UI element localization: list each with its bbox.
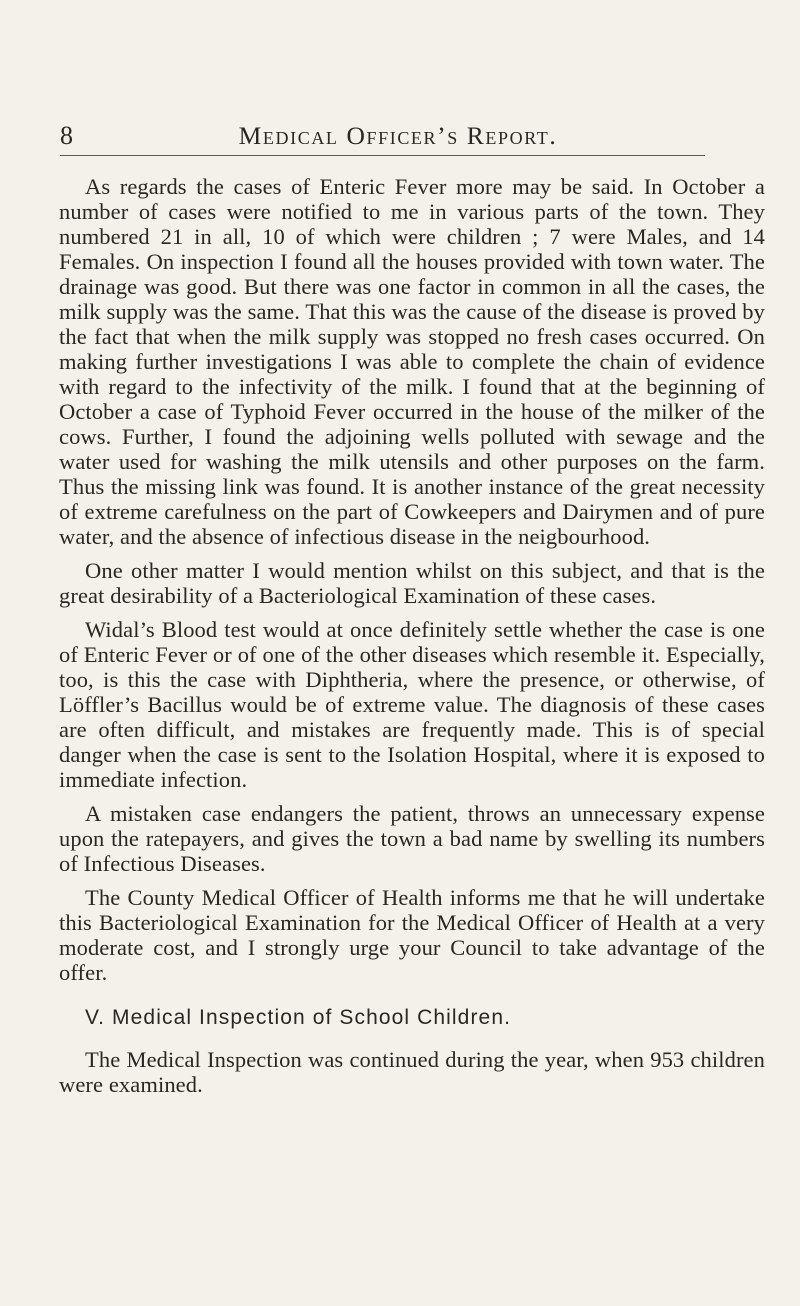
page-header xyxy=(60,116,706,156)
body-text xyxy=(59,174,765,1097)
paragraph-enteric-fever: As regards the cases of Enteric Fever more may be said. In October a number of cases were notified to me in various parts of the town. They numbered 21 in all, 10 of which were children ; 7 were Males, and 14 Females. On inspection I found all the houses provided with town water. The drainage was good. But there was one factor in common in all the cases, the milk supply was the same. That this was the cause of the disease is proved by the fact that when the milk supply was stopped no fresh cases occurred. On making further investigations I was able to complete the chain of evidence with regard to the infectivity of the milk. I found that at the beginning of October a case of Typhoid Fever occurred in the house of the milker of the cows. Further, I found the adjoining wells polluted with sewage and the water used for washing the milk utensils and other purposes on the farm. Thus the missing link was found. It is another instance of the great necessity of extreme carefulness on the part of Cowkeepers and Dairymen and of pure water, and the absence of infectious disease in the neigbourhood. xyxy=(59,174,765,549)
running-title: Medical Officer’s Report. xyxy=(238,121,558,150)
header-rule xyxy=(60,155,705,156)
section-heading: V. Medical Inspection of School Children. xyxy=(85,1006,512,1029)
paragraph-bacteriological-examination: One other matter I would mention whilst on this subject, and that is the great desirability of a Bacteriological Examination of these cases. xyxy=(59,558,765,608)
paragraph-widal-blood-test: Widal’s Blood test would at once definitely settle whether the case is one of Enteric Fever or of one of the other diseases which resemble it. Especially, too, is this the case with Diphtheria, where the presence, or otherwise, of Löffler’s Bacillus would be of extreme value. The diagnosis of these cases are often difficult, and mistakes are frequently made. This is of special danger when the case is sent to the Isolation Hospital, where it is exposed to immediate infection. xyxy=(59,617,765,792)
page-number: 8 xyxy=(60,121,73,150)
paragraph-county-medical-officer: The County Medical Officer of Health informs me that he will undertake this Bacteriological Examination for the Medical Officer of Health at a very moderate cost, and I strongly urge your Council to take advantage of the offer. xyxy=(59,885,765,985)
paragraph-mistaken-case: A mistaken case endangers the patient, throws an unnecessary expense upon the ratepayers, and gives the town a bad name by swelling its numbers of Infectious Diseases. xyxy=(59,801,765,876)
paragraph-medical-inspection: The Medical Inspection was continued during the year, when 953 children were examined. xyxy=(59,1047,765,1097)
